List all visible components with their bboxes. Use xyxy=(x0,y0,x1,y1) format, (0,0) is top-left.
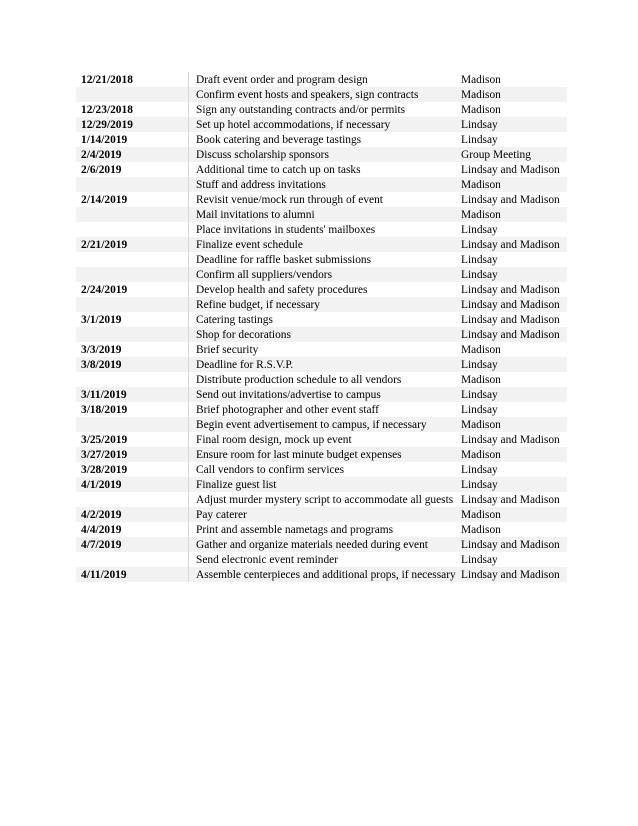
table-row xyxy=(76,432,567,447)
owner-cell: Madison xyxy=(457,177,567,192)
owner-cell: Madison xyxy=(457,507,567,522)
owner-cell: Madison xyxy=(457,102,567,117)
date-cell xyxy=(76,267,189,282)
date-cell: 4/2/2019 xyxy=(76,507,189,522)
date-cell: 3/25/2019 xyxy=(76,432,189,447)
date-cell: 4/11/2019 xyxy=(76,567,189,582)
date-cell: 2/21/2019 xyxy=(76,237,189,252)
owner-cell: Lindsay xyxy=(457,402,567,417)
owner-cell: Lindsay xyxy=(457,552,567,567)
task-cell: Develop health and safety procedures xyxy=(189,282,458,297)
task-cell: Revisit venue/mock run through of event xyxy=(189,192,458,207)
table-row xyxy=(76,267,567,282)
date-cell xyxy=(76,552,189,567)
schedule-table xyxy=(76,72,567,582)
table-row xyxy=(76,72,567,87)
table-row xyxy=(76,522,567,537)
date-cell: 4/1/2019 xyxy=(76,477,189,492)
owner-cell: Lindsay and Madison xyxy=(457,492,567,507)
task-cell: Place invitations in students' mailboxes xyxy=(189,222,458,237)
table-row xyxy=(76,387,567,402)
task-cell: Brief photographer and other event staff xyxy=(189,402,458,417)
date-cell: 2/6/2019 xyxy=(76,162,189,177)
task-cell: Additional time to catch up on tasks xyxy=(189,162,458,177)
task-cell: Adjust murder mystery script to accommodate all guests xyxy=(189,492,458,507)
owner-cell: Lindsay and Madison xyxy=(457,432,567,447)
task-cell: Ensure room for last minute budget expenses xyxy=(189,447,458,462)
date-cell xyxy=(76,252,189,267)
table-row xyxy=(76,117,567,132)
owner-cell: Lindsay xyxy=(457,252,567,267)
table-row xyxy=(76,537,567,552)
schedule-body xyxy=(76,72,567,582)
owner-cell: Group Meeting xyxy=(457,147,567,162)
table-row xyxy=(76,87,567,102)
table-row xyxy=(76,297,567,312)
task-cell: Sign any outstanding contracts and/or permits xyxy=(189,102,458,117)
owner-cell: Lindsay and Madison xyxy=(457,237,567,252)
date-cell: 2/14/2019 xyxy=(76,192,189,207)
owner-cell: Madison xyxy=(457,447,567,462)
task-cell: Final room design, mock up event xyxy=(189,432,458,447)
owner-cell: Lindsay xyxy=(457,267,567,282)
date-cell: 3/3/2019 xyxy=(76,342,189,357)
owner-cell: Lindsay xyxy=(457,132,567,147)
date-cell xyxy=(76,177,189,192)
task-cell: Stuff and address invitations xyxy=(189,177,458,192)
owner-cell: Madison xyxy=(457,522,567,537)
date-cell xyxy=(76,297,189,312)
owner-cell: Madison xyxy=(457,87,567,102)
table-row xyxy=(76,552,567,567)
task-cell: Shop for decorations xyxy=(189,327,458,342)
owner-cell: Lindsay and Madison xyxy=(457,327,567,342)
owner-cell: Lindsay xyxy=(457,387,567,402)
task-cell: Book catering and beverage tastings xyxy=(189,132,458,147)
table-row xyxy=(76,402,567,417)
owner-cell: Madison xyxy=(457,342,567,357)
task-cell: Set up hotel accommodations, if necessary xyxy=(189,117,458,132)
owner-cell: Madison xyxy=(457,417,567,432)
task-cell: Confirm all suppliers/vendors xyxy=(189,267,458,282)
task-cell: Deadline for raffle basket submissions xyxy=(189,252,458,267)
task-cell: Finalize event schedule xyxy=(189,237,458,252)
task-cell: Confirm event hosts and speakers, sign contracts xyxy=(189,87,458,102)
date-cell xyxy=(76,327,189,342)
owner-cell: Lindsay and Madison xyxy=(457,282,567,297)
task-cell: Pay caterer xyxy=(189,507,458,522)
table-row xyxy=(76,102,567,117)
date-cell: 3/1/2019 xyxy=(76,312,189,327)
table-row xyxy=(76,162,567,177)
date-cell: 12/23/2018 xyxy=(76,102,189,117)
task-cell: Draft event order and program design xyxy=(189,72,458,87)
table-row xyxy=(76,492,567,507)
task-cell: Refine budget, if necessary xyxy=(189,297,458,312)
date-cell: 2/4/2019 xyxy=(76,147,189,162)
owner-cell: Lindsay and Madison xyxy=(457,297,567,312)
date-cell: 1/14/2019 xyxy=(76,132,189,147)
table-row xyxy=(76,207,567,222)
owner-cell: Lindsay xyxy=(457,357,567,372)
owner-cell: Lindsay and Madison xyxy=(457,192,567,207)
task-cell: Discuss scholarship sponsors xyxy=(189,147,458,162)
owner-cell: Lindsay xyxy=(457,462,567,477)
date-cell: 12/29/2019 xyxy=(76,117,189,132)
date-cell xyxy=(76,222,189,237)
table-row xyxy=(76,252,567,267)
date-cell: 3/28/2019 xyxy=(76,462,189,477)
table-row xyxy=(76,192,567,207)
task-cell: Print and assemble nametags and programs xyxy=(189,522,458,537)
task-cell: Begin event advertisement to campus, if necessary xyxy=(189,417,458,432)
owner-cell: Lindsay and Madison xyxy=(457,162,567,177)
date-cell: 2/24/2019 xyxy=(76,282,189,297)
owner-cell: Lindsay and Madison xyxy=(457,312,567,327)
task-cell: Call vendors to confirm services xyxy=(189,462,458,477)
owner-cell: Lindsay and Madison xyxy=(457,567,567,582)
table-row xyxy=(76,177,567,192)
table-row xyxy=(76,132,567,147)
date-cell: 4/4/2019 xyxy=(76,522,189,537)
table-row xyxy=(76,372,567,387)
date-cell: 3/8/2019 xyxy=(76,357,189,372)
table-row xyxy=(76,447,567,462)
date-cell: 4/7/2019 xyxy=(76,537,189,552)
owner-cell: Lindsay xyxy=(457,117,567,132)
date-cell xyxy=(76,417,189,432)
table-row xyxy=(76,342,567,357)
task-cell: Send electronic event reminder xyxy=(189,552,458,567)
task-cell: Catering tastings xyxy=(189,312,458,327)
table-row xyxy=(76,417,567,432)
table-row xyxy=(76,237,567,252)
date-cell: 12/21/2018 xyxy=(76,72,189,87)
table-row xyxy=(76,357,567,372)
task-cell: Finalize guest list xyxy=(189,477,458,492)
owner-cell: Lindsay xyxy=(457,477,567,492)
table-row xyxy=(76,462,567,477)
table-row xyxy=(76,282,567,297)
task-cell: Assemble centerpieces and additional props, if necessary xyxy=(189,567,458,582)
task-cell: Brief security xyxy=(189,342,458,357)
table-row xyxy=(76,327,567,342)
date-cell: 3/11/2019 xyxy=(76,387,189,402)
date-cell xyxy=(76,87,189,102)
task-cell: Distribute production schedule to all vendors xyxy=(189,372,458,387)
table-row xyxy=(76,222,567,237)
task-cell: Deadline for R.S.V.P. xyxy=(189,357,458,372)
owner-cell: Madison xyxy=(457,72,567,87)
table-row xyxy=(76,567,567,582)
task-cell: Gather and organize materials needed during event xyxy=(189,537,458,552)
table-row xyxy=(76,312,567,327)
owner-cell: Lindsay and Madison xyxy=(457,537,567,552)
date-cell xyxy=(76,492,189,507)
task-cell: Send out invitations/advertise to campus xyxy=(189,387,458,402)
task-cell: Mail invitations to alumni xyxy=(189,207,458,222)
table-row xyxy=(76,507,567,522)
table-row xyxy=(76,147,567,162)
owner-cell: Madison xyxy=(457,372,567,387)
date-cell xyxy=(76,372,189,387)
owner-cell: Madison xyxy=(457,207,567,222)
date-cell: 3/18/2019 xyxy=(76,402,189,417)
date-cell: 3/27/2019 xyxy=(76,447,189,462)
table-row xyxy=(76,477,567,492)
date-cell xyxy=(76,207,189,222)
owner-cell: Lindsay xyxy=(457,222,567,237)
